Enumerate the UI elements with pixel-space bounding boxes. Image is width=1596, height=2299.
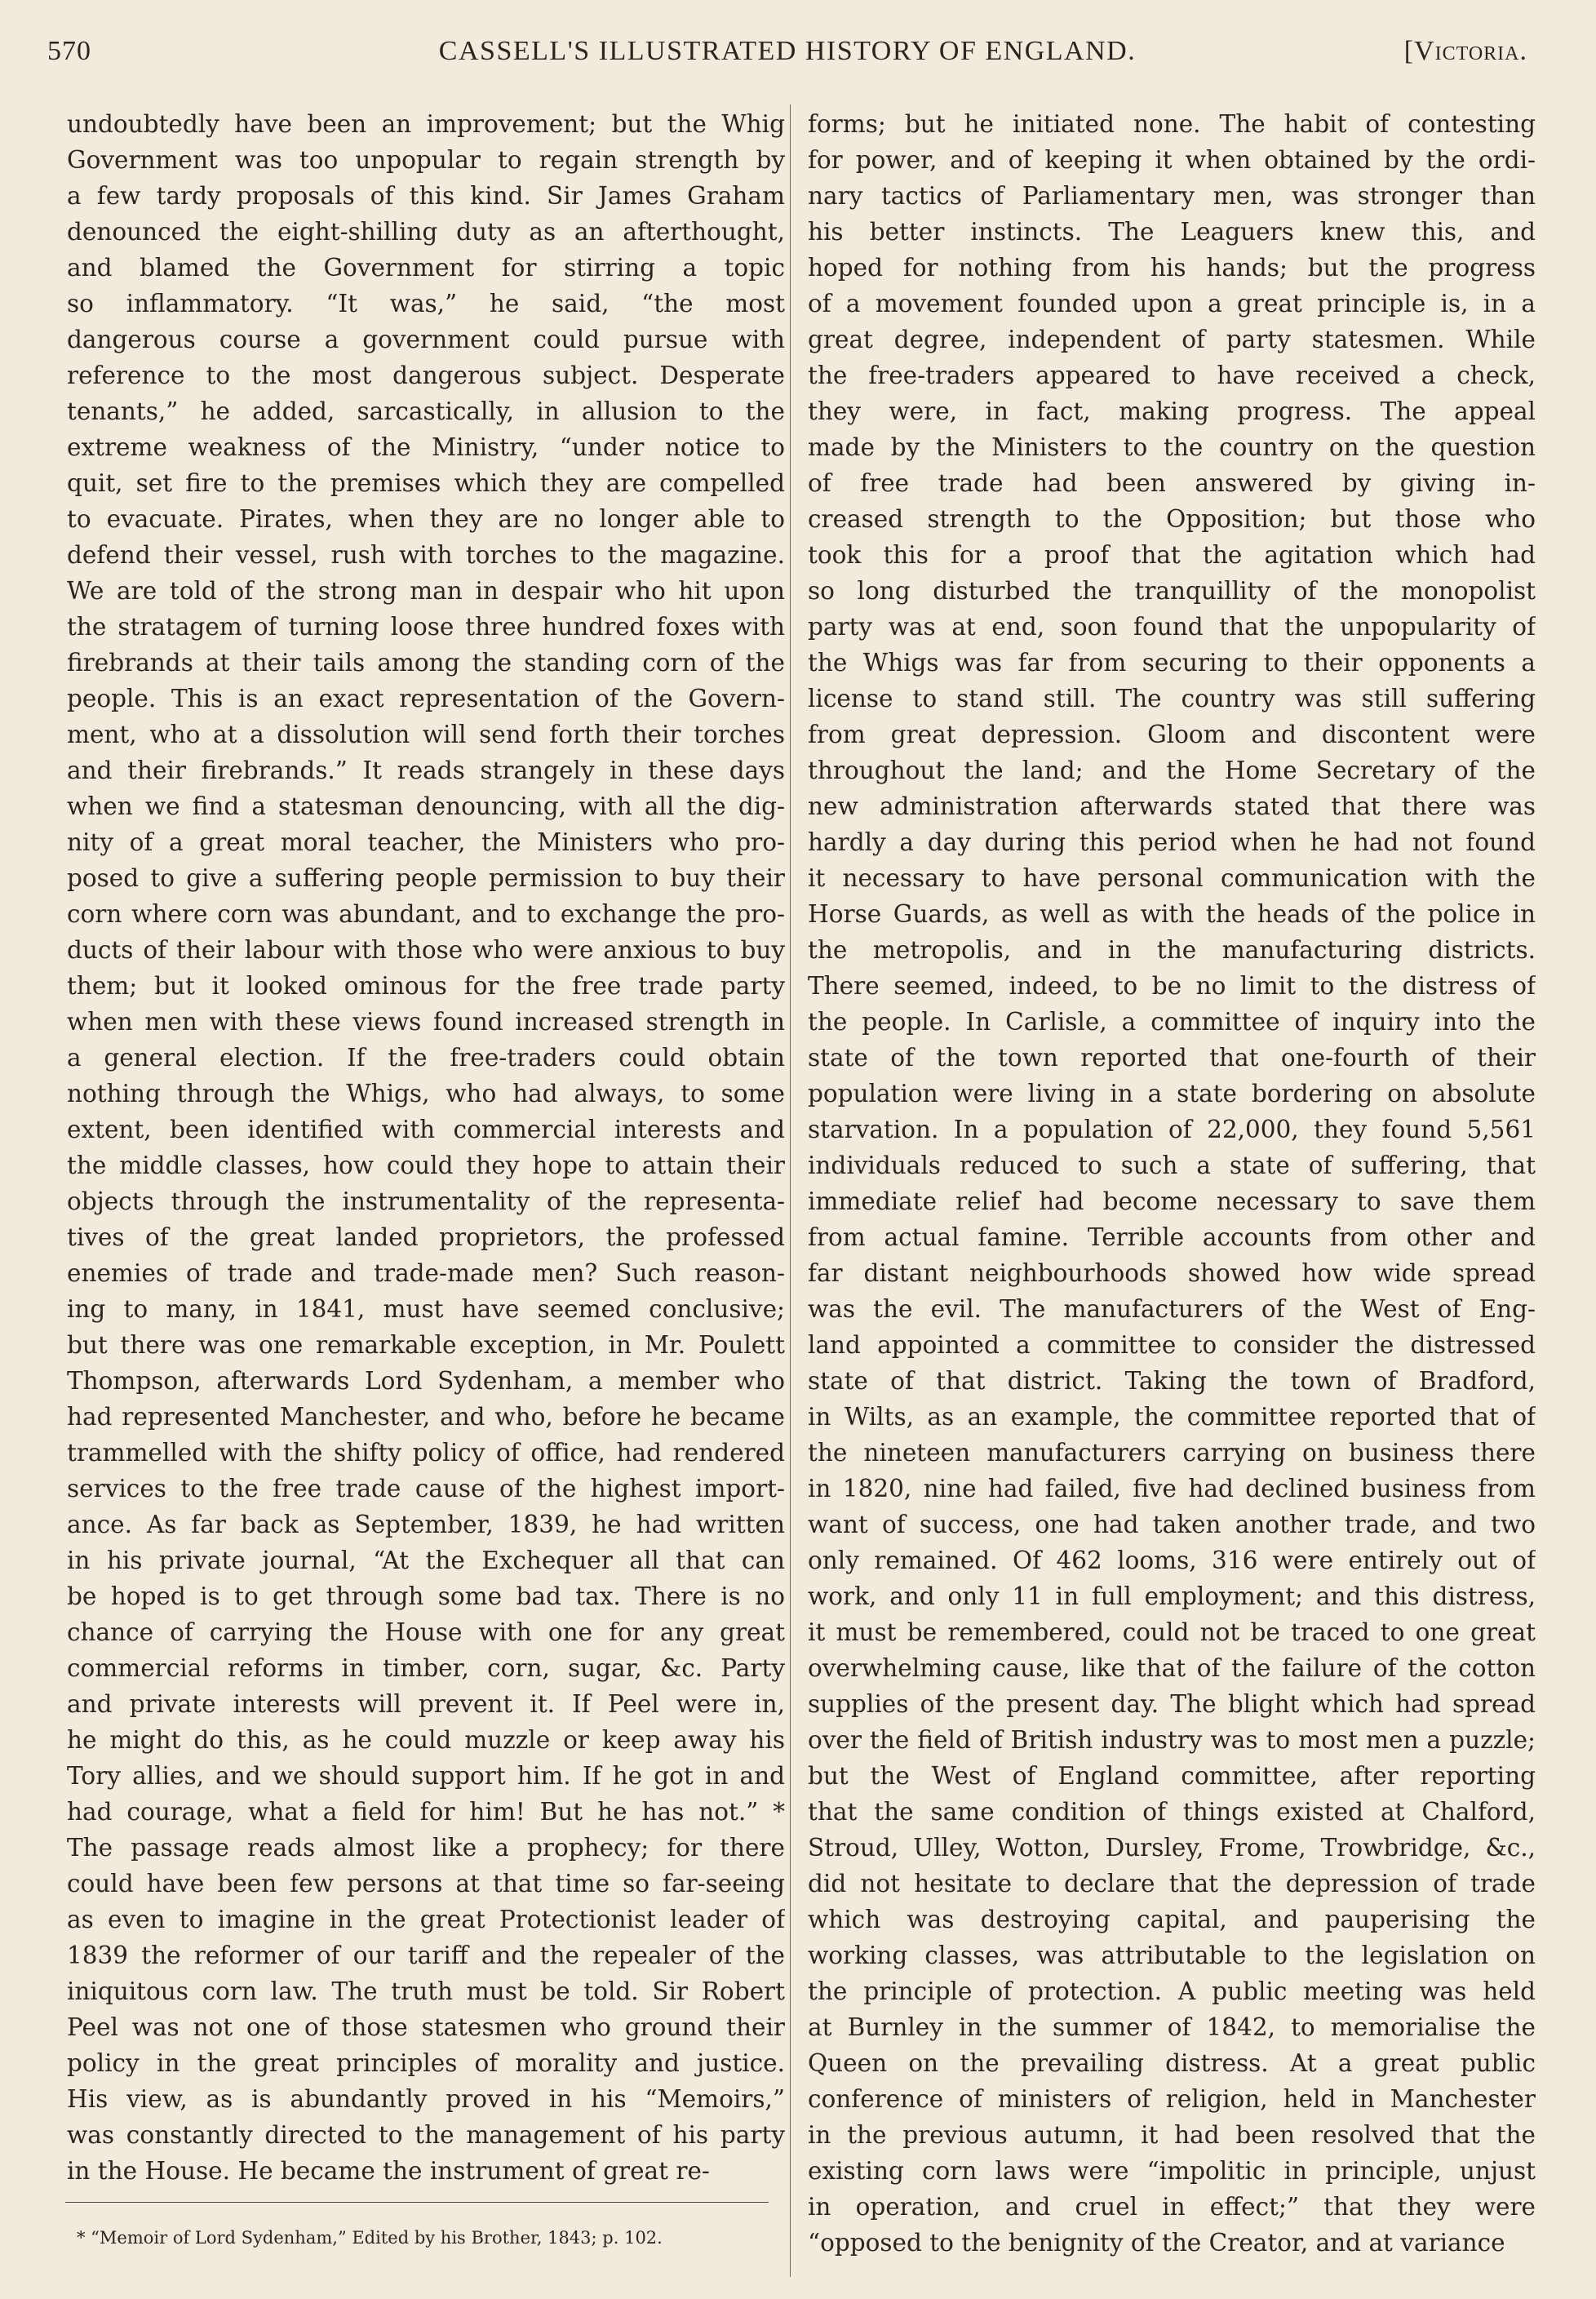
text-line: The passage reads almost like a prophecy; for there: [67, 1834, 785, 1862]
text-line: but there was one remarkable exception, in Mr. Poulett: [67, 1331, 785, 1359]
section-label: [Victoria.: [1403, 36, 1527, 66]
text-line: in his private journal, “At the Exchequer all that can: [67, 1547, 785, 1574]
text-line: license to stand still. The country was still suffering: [808, 685, 1536, 712]
text-line: was the evil. The manufacturers of the West of Eng-: [808, 1295, 1536, 1323]
text-line: Horse Guards, as well as with the heads of the police in: [808, 900, 1536, 928]
text-line: nity of a great moral teacher, the Ministers who pro-: [67, 828, 785, 856]
text-line: so long disturbed the tranquillity of the monopolist: [808, 577, 1536, 605]
text-line: of a movement founded upon a great principle is, in a: [808, 290, 1536, 317]
text-line: of free trade had been answered by giving in-: [808, 469, 1536, 497]
text-line: posed to give a suffering people permission to buy their: [67, 864, 785, 892]
text-line: policy in the great principles of morality and justice.: [67, 2049, 785, 2077]
text-line: Government was too unpopular to regain strength by: [67, 146, 785, 174]
text-line: a general election. If the free-traders could obtain: [67, 1044, 785, 1072]
running-header: [47, 36, 1527, 75]
text-line: at Burnley in the summer of 1842, to memorialise the: [808, 2013, 1536, 2041]
text-line: trammelled with the shifty policy of office, had rendered: [67, 1439, 785, 1467]
text-line: over the field of British industry was to most men a puzzle;: [808, 1726, 1536, 1754]
text-line: We are told of the strong man in despair who hit upon: [67, 577, 785, 605]
text-line: enemies of trade and trade-made men? Such reason-: [67, 1259, 785, 1287]
text-line: supplies of the present day. The blight which had spread: [808, 1690, 1536, 1718]
text-line: had courage, what a field for him! But he has not.” *: [67, 1798, 785, 1826]
text-line: the metropolis, and in the manufacturing districts.: [808, 936, 1536, 964]
text-line: party was at end, soon found that the unpopularity of: [808, 613, 1536, 641]
text-line: hardly a day during this period when he had not found: [808, 828, 1536, 856]
text-line: tives of the great landed proprietors, the professed: [67, 1223, 785, 1251]
text-line: the nineteen manufacturers carrying on business there: [808, 1439, 1536, 1467]
text-line: from actual famine. Terrible accounts from other and: [808, 1223, 1536, 1251]
text-line: want of success, one had taken another trade, and two: [808, 1511, 1536, 1538]
text-line: ance. As far back as September, 1839, he had written: [67, 1511, 785, 1538]
text-line: the principle of protection. A public meeting was held: [808, 1977, 1536, 2005]
text-line: new administration afterwards stated that there was: [808, 792, 1536, 820]
text-line: nary tactics of Parliamentary men, was stronger than: [808, 182, 1536, 210]
text-line: firebrands at their tails among the standing corn of the: [67, 649, 785, 677]
text-line: far distant neighbourhoods showed how wide spread: [808, 1259, 1536, 1287]
text-line: his better instincts. The Leaguers knew this, and: [808, 218, 1536, 246]
text-line: corn where corn was abundant, and to exchange the pro-: [67, 900, 785, 928]
text-line: undoubtedly have been an improvement; but the Whig: [67, 110, 785, 138]
text-line: Queen on the prevailing distress. At a great public: [808, 2049, 1536, 2077]
text-line: it must be remembered, could not be traced to one great: [808, 1618, 1536, 1646]
text-line: in the previous autumn, it had been resolved that the: [808, 2121, 1536, 2149]
text-line: when we find a statesman denouncing, with all the dig-: [67, 792, 785, 820]
text-line: the people. In Carlisle, a committee of inquiry into the: [808, 1008, 1536, 1036]
text-line: hoped for nothing from his hands; but the progress: [808, 254, 1536, 282]
text-line: it necessary to have personal communication with the: [808, 864, 1536, 892]
text-line: from great depression. Gloom and discontent were: [808, 721, 1536, 748]
left-text-column: [67, 106, 785, 2195]
text-line: them; but it looked ominous for the free trade party: [67, 972, 785, 1000]
text-line: Peel was not one of those statesmen who ground their: [67, 2013, 785, 2041]
text-line: but the West of England committee, after reporting: [808, 1762, 1536, 1790]
text-line: Stroud, Ulley, Wotton, Dursley, Frome, Trowbridge, &c.,: [808, 1834, 1536, 1862]
text-line: the free-traders appeared to have received a check,: [808, 362, 1536, 389]
text-line: to evacuate. Pirates, when they are no longer able to: [67, 505, 785, 533]
text-line: the middle classes, how could they hope to attain their: [67, 1152, 785, 1179]
text-line: ment, who at a dissolution will send forth their torches: [67, 721, 785, 748]
text-line: he might do this, as he could muzzle or keep away his: [67, 1726, 785, 1754]
text-line: conference of ministers of religion, held in Manchester: [808, 2085, 1536, 2113]
text-line: great degree, independent of party statesmen. While: [808, 326, 1536, 353]
right-text-column: [808, 106, 1536, 2277]
text-line: state of that district. Taking the town of Bradford,: [808, 1367, 1536, 1395]
text-line: had represented Manchester, and who, before he became: [67, 1403, 785, 1431]
text-line: ing to many, in 1841, must have seemed conclusive;: [67, 1295, 785, 1323]
text-line: people. This is an exact representation of the Govern-: [67, 685, 785, 712]
text-line: extent, been identified with commercial interests and: [67, 1116, 785, 1143]
text-line: for power, and of keeping it when obtained by the ordi-: [808, 146, 1536, 174]
text-line: denounced the eight-shilling duty as an afterthought,: [67, 218, 785, 246]
text-line: made by the Ministers to the country on the question: [808, 433, 1536, 461]
text-line: tenants,” he added, sarcastically, in allusion to the: [67, 397, 785, 425]
text-line: existing corn laws were “impolitic in principle, unjust: [808, 2157, 1536, 2185]
text-line: in Wilts, as an example, the committee reported that of: [808, 1403, 1536, 1431]
text-line: commercial reforms in timber, corn, sugar, &c. Party: [67, 1654, 785, 1682]
text-line: individuals reduced to such a state of suffering, that: [808, 1152, 1536, 1179]
text-line: nothing through the Whigs, who had always, to some: [67, 1080, 785, 1107]
text-line: took this for a proof that the agitation which had: [808, 541, 1536, 569]
text-line: which was destroying capital, and pauperising the: [808, 1906, 1536, 1933]
text-line: objects through the instrumentality of the representa-: [67, 1187, 785, 1215]
text-line: in the House. He became the instrument of great re-: [67, 2157, 710, 2185]
text-line: extreme weakness of the Ministry, “under notice to: [67, 433, 785, 461]
text-line: the stratagem of turning loose three hundred foxes with: [67, 613, 785, 641]
column-divider: [790, 104, 791, 2277]
text-line: His view, as is abundantly proved in his “Memoirs,”: [67, 2085, 785, 2113]
text-line: defend their vessel, rush with torches to the magazine.: [67, 541, 785, 569]
running-title: CASSELL'S ILLUSTRATED HISTORY OF ENGLAND.: [438, 36, 1137, 66]
footnote-rule: [65, 2202, 769, 2203]
text-line: in operation, and cruel in effect;” that they were: [808, 2193, 1536, 2221]
text-line: forms; but he initiated none. The habit of contesting: [808, 110, 1536, 138]
text-line: and private interests will prevent it. If Peel were in,: [67, 1690, 785, 1718]
text-line: population were living in a state bordering on absolute: [808, 1080, 1536, 1107]
text-line: that the same condition of things existed at Chalford,: [808, 1798, 1536, 1826]
text-line: Thompson, afterwards Lord Sydenham, a member who: [67, 1367, 785, 1395]
text-line: reference to the most dangerous subject. Desperate: [67, 362, 785, 389]
text-line: There seemed, indeed, to be no limit to the distress of: [808, 972, 1536, 1000]
text-line: throughout the land; and the Home Secretary of the: [808, 757, 1536, 784]
text-line: ducts of their labour with those who were anxious to buy: [67, 936, 785, 964]
footnote: * “Memoir of Lord Sydenham,” Edited by his Brother, 1843; p. 102.: [77, 2228, 663, 2248]
text-line: 1839 the reformer of our tariff and the repealer of the: [67, 1942, 785, 1969]
text-line: immediate relief had become necessary to save them: [808, 1187, 1536, 1215]
text-line: services to the free trade cause of the highest import-: [67, 1475, 785, 1502]
text-line: and their firebrands.” It reads strangely in these days: [67, 757, 785, 784]
text-line: be hoped is to get through some bad tax. There is no: [67, 1582, 785, 1610]
text-line: was constantly directed to the management of his party: [67, 2121, 785, 2149]
text-line: so inflammatory. “It was,” he said, “the most: [67, 290, 785, 317]
text-line: iniquitous corn law. The truth must be told. Sir Robert: [67, 1977, 785, 2005]
text-line: dangerous course a government could pursue with: [67, 326, 785, 353]
text-line: when men with these views found increased strength in: [67, 1008, 785, 1036]
text-line: chance of carrying the House with one for any great: [67, 1618, 785, 1646]
text-line: state of the town reported that one-fourth of their: [808, 1044, 1536, 1072]
text-line: as even to imagine in the great Protectionist leader of: [67, 1906, 785, 1933]
text-line: creased strength to the Opposition; but those who: [808, 505, 1536, 533]
text-line: the Whigs was far from securing to their opponents a: [808, 649, 1536, 677]
text-line: in 1820, nine had failed, five had declined business from: [808, 1475, 1536, 1502]
text-line: Tory allies, and we should support him. If he got in and: [67, 1762, 785, 1790]
text-line: work, and only 11 in full employment; and this distress,: [808, 1582, 1536, 1610]
text-line: did not hesitate to declare that the depression of trade: [808, 1870, 1536, 1897]
text-line: a few tardy proposals of this kind. Sir James Graham: [67, 182, 785, 210]
text-line: working classes, was attributable to the legislation on: [808, 1942, 1536, 1969]
text-line: starvation. In a population of 22,000, they found 5,561: [808, 1116, 1536, 1143]
text-line: and blamed the Government for stirring a topic: [67, 254, 785, 282]
text-line: land appointed a committee to consider the distressed: [808, 1331, 1536, 1359]
page-number: 570: [47, 36, 91, 66]
text-line: quit, set fire to the premises which they are compelled: [67, 469, 785, 497]
text-line: “opposed to the benignity of the Creator, and at variance: [808, 2229, 1505, 2257]
text-line: only remained. Of 462 looms, 316 were entirely out of: [808, 1547, 1536, 1574]
text-line: they were, in fact, making progress. The appeal: [808, 397, 1536, 425]
text-line: overwhelming cause, like that of the failure of the cotton: [808, 1654, 1536, 1682]
text-line: could have been few persons at that time so far-seeing: [67, 1870, 785, 1897]
